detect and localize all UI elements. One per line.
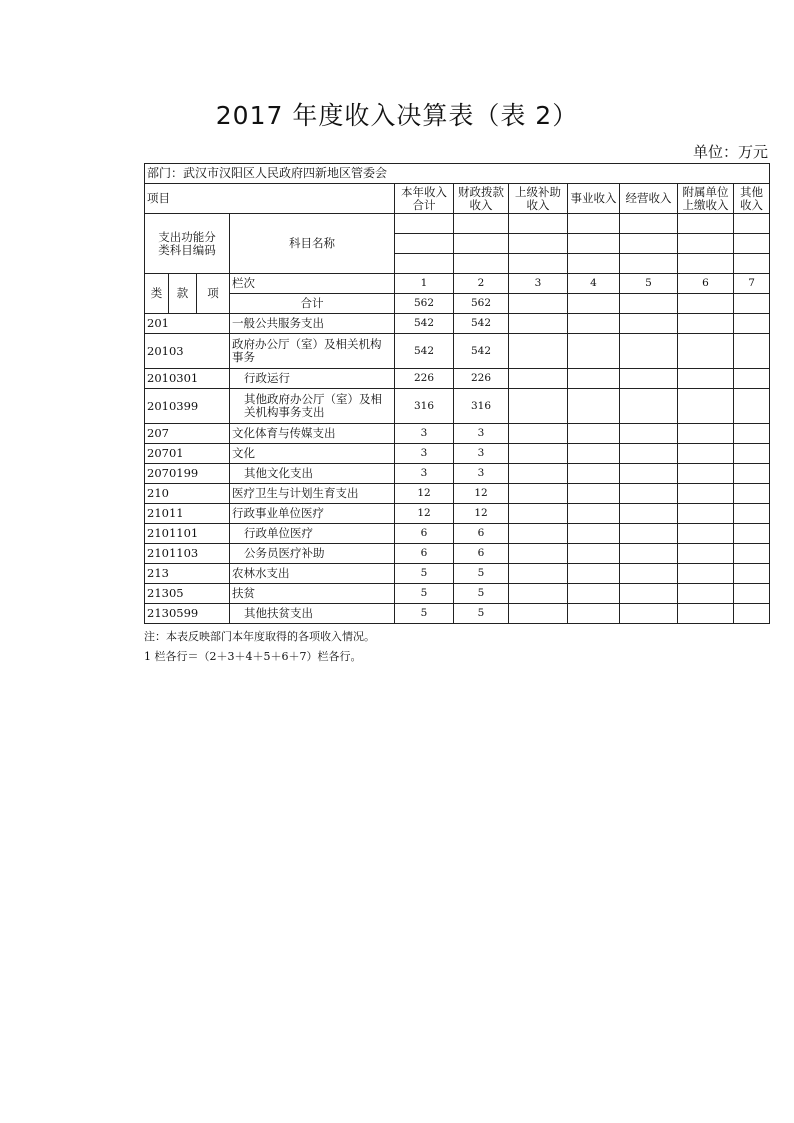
table-row <box>145 424 770 444</box>
empty-cell <box>734 504 770 524</box>
empty-cell <box>620 314 678 334</box>
table-row <box>145 444 770 464</box>
empty-cell <box>509 604 568 624</box>
empty-cell <box>678 389 734 424</box>
row-v1: 3 <box>395 444 454 464</box>
row-code: 20103 <box>145 334 230 369</box>
row-v1: 542 <box>395 334 454 369</box>
empty-cell <box>620 444 678 464</box>
empty-cell <box>678 369 734 389</box>
row-v1: 542 <box>395 314 454 334</box>
table-row <box>145 544 770 564</box>
row-v2: 12 <box>454 504 509 524</box>
empty-cell <box>568 584 620 604</box>
empty-cell <box>734 524 770 544</box>
table-row <box>145 524 770 544</box>
lei-header: 类 <box>145 274 169 314</box>
row-v1: 5 <box>395 564 454 584</box>
row-v2: 6 <box>454 544 509 564</box>
row-v1: 3 <box>395 464 454 484</box>
row-code: 213 <box>145 564 230 584</box>
table-row <box>145 504 770 524</box>
col3-header: 上级补助收入 <box>509 184 568 214</box>
col-number: 6 <box>678 274 734 294</box>
col-number: 2 <box>454 274 509 294</box>
row-v2: 3 <box>454 444 509 464</box>
page-title: 2017 年度收入决算表（表 2） <box>215 101 579 130</box>
empty-cell <box>734 334 770 369</box>
code-header: 支出功能分类科目编码 <box>145 214 230 274</box>
empty-cell <box>734 564 770 584</box>
row-code: 2010301 <box>145 369 230 389</box>
row-v1: 6 <box>395 544 454 564</box>
total-label: 合计 <box>230 294 395 314</box>
row-name: 公务员医疗补助 <box>230 544 395 564</box>
col2-header: 财政拨款收入 <box>454 184 509 214</box>
row-name: 医疗卫生与计划生育支出 <box>230 484 395 504</box>
row-name: 文化 <box>230 444 395 464</box>
col6-header: 附属单位上缴收入 <box>678 184 734 214</box>
footnote: 注：本表反映部门本年度取得的各项收入情况。 <box>144 630 375 643</box>
row-name: 行政单位医疗 <box>230 524 395 544</box>
lanci-row <box>145 274 770 294</box>
empty-cell <box>509 314 568 334</box>
empty-cell <box>678 504 734 524</box>
table-row <box>145 604 770 624</box>
row-name: 一般公共服务支出 <box>230 314 395 334</box>
table-row <box>145 369 770 389</box>
row-code: 2010399 <box>145 389 230 424</box>
col-number: 4 <box>568 274 620 294</box>
row-code: 2130599 <box>145 604 230 624</box>
row-v1: 316 <box>395 389 454 424</box>
col-number: 1 <box>395 274 454 294</box>
empty-cell <box>734 314 770 334</box>
lanci-label: 栏次 <box>230 274 395 294</box>
row-v2: 6 <box>454 524 509 544</box>
table-row <box>145 314 770 334</box>
empty-cell <box>568 464 620 484</box>
footnote: 1 栏各行＝（2＋3＋4＋5＋6＋7）栏各行。 <box>144 650 362 663</box>
col-number: 7 <box>734 274 770 294</box>
row-name: 农林水支出 <box>230 564 395 584</box>
empty-cell <box>678 314 734 334</box>
row-v1: 226 <box>395 369 454 389</box>
empty-cell <box>678 444 734 464</box>
empty-cell <box>734 389 770 424</box>
item-header: 项目 <box>145 184 395 214</box>
empty-cell <box>678 424 734 444</box>
empty-cell <box>568 544 620 564</box>
empty-cell <box>678 524 734 544</box>
empty-cell <box>734 544 770 564</box>
empty-cell <box>734 424 770 444</box>
empty-cell <box>620 524 678 544</box>
empty-cell <box>620 544 678 564</box>
empty-cell <box>734 444 770 464</box>
col-number: 3 <box>509 274 568 294</box>
empty-cell <box>734 464 770 484</box>
empty-cell <box>620 604 678 624</box>
row-code: 201 <box>145 314 230 334</box>
row-v2: 226 <box>454 369 509 389</box>
department-label: 部门：武汉市汉阳区人民政府四新地区管委会 <box>145 164 770 184</box>
empty-cell <box>509 389 568 424</box>
empty-cell <box>734 369 770 389</box>
row-code: 21011 <box>145 504 230 524</box>
row-v1: 12 <box>395 504 454 524</box>
total-v2: 562 <box>454 294 509 314</box>
row-name: 扶贫 <box>230 584 395 604</box>
row-code: 21305 <box>145 584 230 604</box>
empty-cell <box>620 424 678 444</box>
row-v2: 542 <box>454 334 509 369</box>
empty-cell <box>568 444 620 464</box>
empty-cell <box>568 314 620 334</box>
row-v1: 12 <box>395 484 454 504</box>
row-code: 2101101 <box>145 524 230 544</box>
income-table <box>144 163 770 624</box>
empty-cell <box>568 369 620 389</box>
row-code: 2070199 <box>145 464 230 484</box>
empty-cell <box>734 604 770 624</box>
row-code: 210 <box>145 484 230 504</box>
col5-header: 经营收入 <box>620 184 678 214</box>
empty-cell <box>509 524 568 544</box>
row-name: 行政事业单位医疗 <box>230 504 395 524</box>
xiang-header: 项 <box>197 274 230 314</box>
empty-cell <box>734 584 770 604</box>
row-v1: 5 <box>395 584 454 604</box>
empty-cell <box>568 524 620 544</box>
table-row <box>145 389 770 424</box>
empty-cell <box>509 504 568 524</box>
row-name: 其他政府办公厅（室）及相关机构事务支出 <box>230 389 395 424</box>
empty-cell <box>620 464 678 484</box>
table-row <box>145 584 770 604</box>
empty-cell <box>509 424 568 444</box>
table-row <box>145 464 770 484</box>
empty-cell <box>568 334 620 369</box>
empty-cell <box>620 504 678 524</box>
empty-cell <box>620 484 678 504</box>
row-v2: 5 <box>454 604 509 624</box>
table-row <box>145 564 770 584</box>
empty-cell <box>568 604 620 624</box>
empty-cell <box>568 389 620 424</box>
row-name: 其他扶贫支出 <box>230 604 395 624</box>
empty-cell <box>509 369 568 389</box>
row-name: 行政运行 <box>230 369 395 389</box>
row-v2: 3 <box>454 424 509 444</box>
empty-cell <box>678 484 734 504</box>
empty-cell <box>620 369 678 389</box>
col-number: 5 <box>620 274 678 294</box>
empty-cell <box>509 464 568 484</box>
row-v2: 316 <box>454 389 509 424</box>
col1-header: 本年收入合计 <box>395 184 454 214</box>
empty-cell <box>509 484 568 504</box>
empty-cell <box>568 504 620 524</box>
empty-cell <box>509 564 568 584</box>
unit-label: 单位：万元 <box>692 143 768 161</box>
row-v2: 5 <box>454 584 509 604</box>
empty-cell <box>620 334 678 369</box>
row-v2: 12 <box>454 484 509 504</box>
empty-cell <box>509 334 568 369</box>
empty-cell <box>678 564 734 584</box>
empty-cell <box>568 484 620 504</box>
row-v1: 3 <box>395 424 454 444</box>
row-v2: 542 <box>454 314 509 334</box>
empty-cell <box>678 334 734 369</box>
row-v2: 3 <box>454 464 509 484</box>
row-code: 207 <box>145 424 230 444</box>
table-row <box>145 334 770 369</box>
empty-cell <box>509 444 568 464</box>
empty-cell <box>678 544 734 564</box>
subheader-row <box>145 214 770 234</box>
col4-header: 事业收入 <box>568 184 620 214</box>
header-row <box>145 184 770 214</box>
row-name: 政府办公厅（室）及相关机构事务 <box>230 334 395 369</box>
empty-cell <box>678 604 734 624</box>
col7-header: 其他收入 <box>734 184 770 214</box>
table-row <box>145 484 770 504</box>
empty-cell <box>509 584 568 604</box>
row-code: 2101103 <box>145 544 230 564</box>
total-v1: 562 <box>395 294 454 314</box>
empty-cell <box>620 564 678 584</box>
empty-cell <box>620 584 678 604</box>
empty-cell <box>509 544 568 564</box>
row-name: 其他文化支出 <box>230 464 395 484</box>
empty-cell <box>568 564 620 584</box>
name-header: 科目名称 <box>230 214 395 274</box>
total-row <box>145 294 770 314</box>
empty-cell <box>678 584 734 604</box>
row-v1: 5 <box>395 604 454 624</box>
empty-cell <box>568 424 620 444</box>
dept-row <box>145 164 770 184</box>
empty-cell <box>734 484 770 504</box>
row-code: 20701 <box>145 444 230 464</box>
empty-cell <box>678 464 734 484</box>
kuan-header: 款 <box>169 274 197 314</box>
row-name: 文化体育与传媒支出 <box>230 424 395 444</box>
row-v2: 5 <box>454 564 509 584</box>
row-v1: 6 <box>395 524 454 544</box>
empty-cell <box>620 389 678 424</box>
